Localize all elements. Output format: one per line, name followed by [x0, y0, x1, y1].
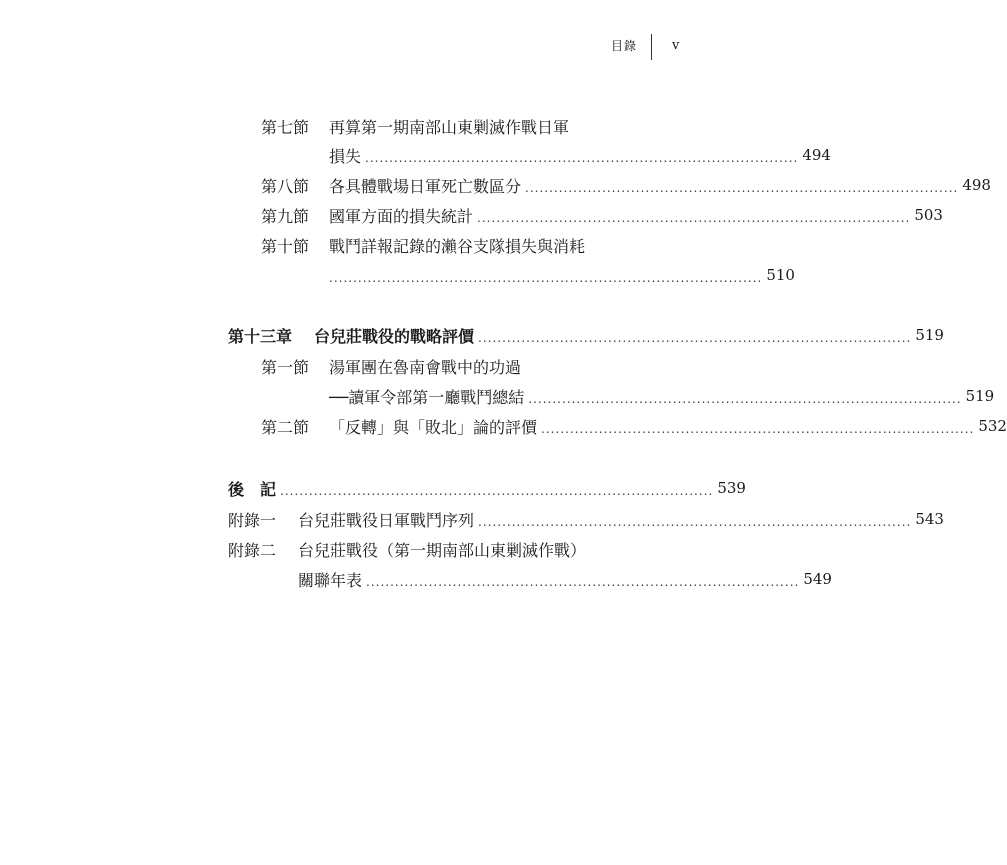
toc-entry-chapter-13: [228, 322, 944, 348]
toc-entry-page: 532: [978, 417, 1007, 435]
toc-entry-section-9: [261, 202, 943, 228]
dot-leader: ..........................................................................................: [528, 392, 962, 406]
toc-afterword-label: 後 記: [228, 479, 277, 499]
header-title: 目錄: [610, 39, 637, 53]
toc-entry-label: 附錄二: [228, 540, 277, 560]
toc-entry-ch13-section-1: [261, 353, 521, 379]
toc-entry-appendix-2-cont: [298, 566, 832, 592]
toc-entry-page: 549: [803, 570, 832, 588]
toc-chapter-title: 台兒莊戰役的戰略評價: [314, 326, 475, 346]
toc-entry-section-7-cont: [329, 142, 831, 168]
toc-entry-page: 519: [965, 387, 995, 405]
toc-entry-page: 543: [915, 510, 944, 528]
toc-entry-label: 第一節: [261, 357, 310, 377]
toc-entry-subtitle: ──讀軍令部第一廳戰鬥總結: [329, 387, 525, 407]
toc-entry-page: 494: [802, 146, 831, 164]
toc-entry-section-8: [261, 172, 991, 198]
toc-entry-title: 台兒莊戰役日軍戰鬥序列: [298, 510, 475, 530]
header-page-number: v: [672, 38, 680, 53]
toc-entry-page: 503: [914, 206, 943, 224]
dot-leader: ..........................................................................................: [525, 181, 959, 195]
toc-entry-title: 「反轉」與「敗北」論的評價: [329, 417, 538, 437]
toc-entry-ch13-section-1-cont: [329, 383, 995, 409]
dot-leader: ..........................................................................................: [478, 515, 912, 529]
dot-leader: ..........................................................................................: [366, 575, 800, 589]
toc-entry-appendix-2: [228, 536, 586, 562]
toc-entry-label: 第七節: [261, 117, 310, 137]
toc-entry-title: 湯軍團在魯南會戰中的功過: [329, 357, 522, 377]
toc-entry-title: 再算第一期南部山東剿滅作戰日軍: [329, 117, 570, 137]
toc-entry-page: 519: [915, 326, 944, 344]
toc-entry-section-7: [261, 113, 569, 139]
dot-leader: ..........................................................................................: [329, 271, 763, 285]
dot-leader: ..........................................................................................: [280, 484, 714, 498]
toc-entry-label: 附錄一: [228, 510, 277, 530]
toc-entry-label: 第十節: [261, 236, 310, 256]
toc-entry-title: 戰鬥詳報記錄的瀨谷支隊損失與消耗: [329, 236, 586, 256]
dot-leader: ..........................................................................................: [478, 331, 912, 345]
toc-entry-title: 損失: [329, 146, 362, 166]
toc-entry-appendix-1: [228, 506, 944, 532]
toc-entry-page: 498: [962, 176, 991, 194]
toc-entry-section-10-cont: [329, 262, 795, 288]
dot-leader: ..........................................................................................: [365, 151, 799, 165]
toc-entry-section-10: [261, 232, 585, 258]
toc-entry-afterword: [228, 475, 746, 501]
toc-entry-title: 台兒莊戰役（第一期南部山東剿滅作戰）: [298, 540, 587, 560]
toc-entry-label: 第二節: [261, 417, 310, 437]
toc-chapter-label: 第十三章: [228, 326, 293, 346]
header-divider: [651, 34, 652, 60]
toc-entry-page: 510: [766, 266, 795, 284]
toc-entry-title: 各具體戰場日軍死亡數區分: [329, 176, 522, 196]
toc-entry-page: 539: [717, 479, 746, 497]
dot-leader: ..........................................................................................: [541, 422, 975, 436]
toc-entry-ch13-section-2: [261, 413, 1007, 439]
toc-entry-title: 關聯年表: [298, 570, 363, 590]
dot-leader: ..........................................................................................: [477, 211, 911, 225]
toc-entry-title: 國軍方面的損失統計: [329, 206, 474, 226]
toc-entry-label: 第九節: [261, 206, 310, 226]
toc-entry-label: 第八節: [261, 176, 310, 196]
